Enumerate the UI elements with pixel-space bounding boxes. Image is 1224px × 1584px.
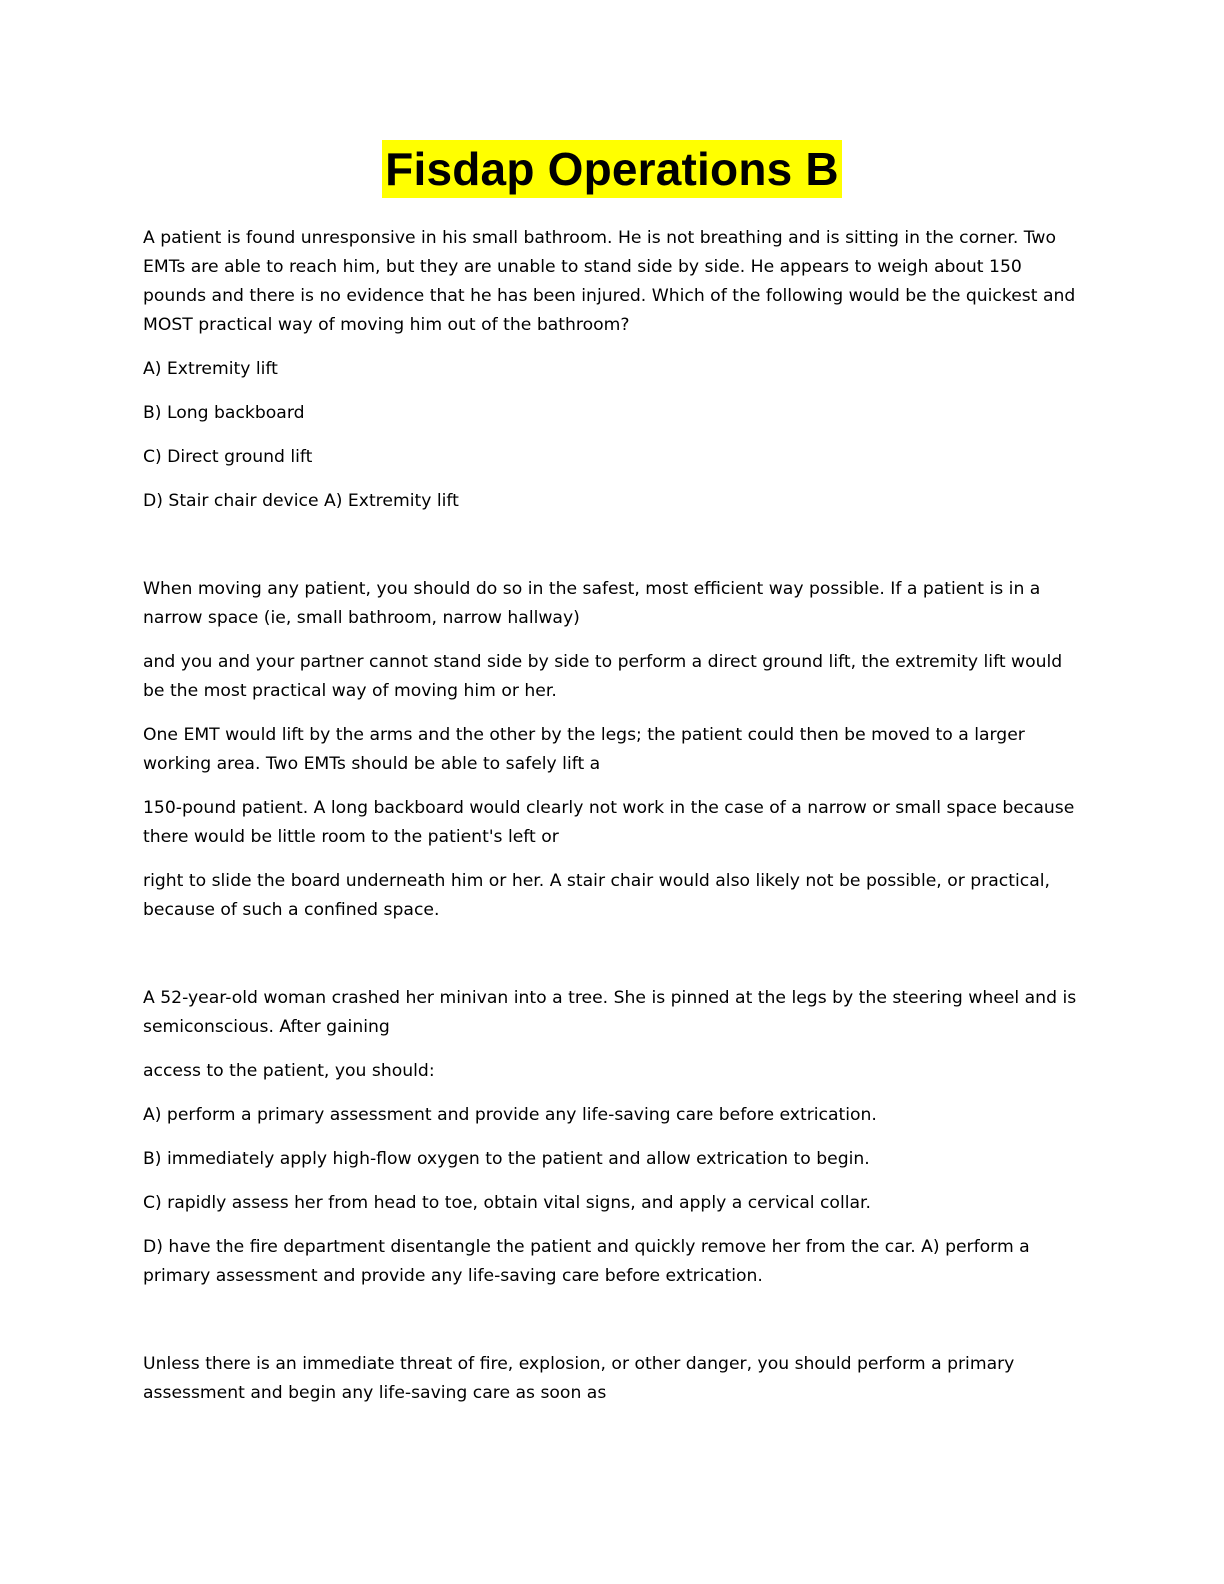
title-container xyxy=(0,140,1224,198)
q2-option-a: A) perform a primary assessment and provide any life-saving care before extrication. xyxy=(143,1105,877,1125)
q1-explanation-5: right to slide the board underneath him or her. A stair chair would also likely not be possible, or practical, because of such a confined space. xyxy=(143,871,1050,920)
q1-explanation-3: One EMT would lift by the arms and the other by the legs; the patient could then be moved to a larger working area. Two EMTs should be able to safely lift a xyxy=(143,725,1025,774)
q1-explanation-2: and you and your partner cannot stand side by side to perform a direct ground lift, the extremity lift would be the most practical way of moving him or her. xyxy=(143,652,1063,701)
q2-question-part1: A 52-year-old woman crashed her minivan into a tree. She is pinned at the legs by the steering wheel and is semiconscious. After gaining xyxy=(143,988,1077,1037)
q2-option-d: D) have the fire department disentangle the patient and quickly remove her from the car. A) perform a primary assessment and provide any life-saving care before extrication. xyxy=(143,1237,1030,1286)
q1-explanation-1: When moving any patient, you should do so in the safest, most efficient way possible. If a patient is in a narrow space (ie, small bathroom, narrow hallway) xyxy=(143,579,1041,628)
document-body xyxy=(143,224,1078,1408)
q1-option-a: A) Extremity lift xyxy=(143,359,278,379)
page-title: Fisdap Operations B xyxy=(382,140,842,198)
q2-option-c: C) rapidly assess her from head to toe, obtain vital signs, and apply a cervical collar. xyxy=(143,1193,871,1213)
q1-question: A patient is found unresponsive in his small bathroom. He is not breathing and is sitting in the corner. Two EMTs are able to reach him, but they are unable to stand side by side. He appears to weigh about 150 pounds and there is no evidence that he has been injured. Which of the following would be the quickest and MOST practical way of moving him out of the bathroom? xyxy=(143,228,1076,335)
q1-option-b: B) Long backboard xyxy=(143,403,305,423)
q2-question-part2: access to the patient, you should: xyxy=(143,1061,435,1081)
q1-option-c: C) Direct ground lift xyxy=(143,447,313,467)
q2-explanation-1: Unless there is an immediate threat of fire, explosion, or other danger, you should perform a primary assessment and begin any life-saving care as soon as xyxy=(143,1354,1015,1403)
q1-option-d: D) Stair chair device A) Extremity lift xyxy=(143,491,459,511)
q2-option-b: B) immediately apply high-flow oxygen to the patient and allow extrication to begin. xyxy=(143,1149,870,1169)
q1-explanation-4: 150-pound patient. A long backboard would clearly not work in the case of a narrow or small space because there would be little room to the patient's left or xyxy=(143,798,1075,847)
